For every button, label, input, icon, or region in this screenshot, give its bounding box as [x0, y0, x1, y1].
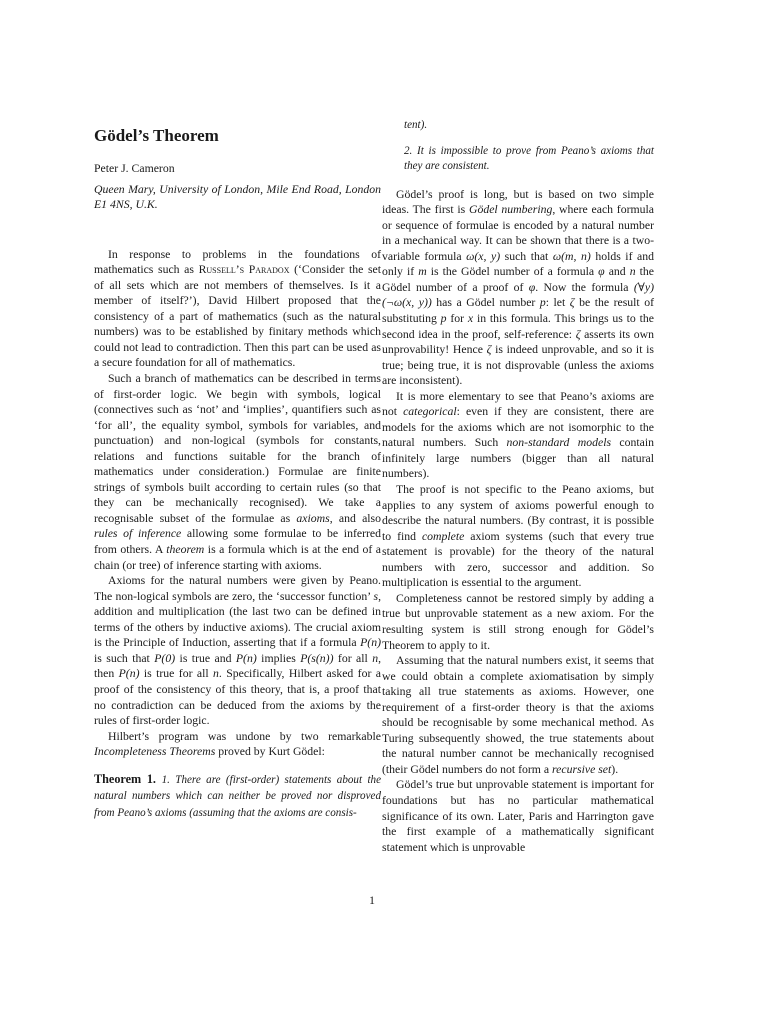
paragraph-first-order-logic: Such a branch of mathematics can be described in terms of first-order logic. We begin with symbols, logical (connectives such as ‘not’ and ‘implies’, quantifiers such as ‘for all’, the equality symbol, symbols for variables, and punctuation) and non-logical (symbols for constants, relations and functions suitable for the branch of mathematics under consideration.) Formulae are finite strings of symbols built according to certain rules (so that they can be mechanically recognised). We take a recognisable subset of the formulae as axioms, and also rules of inference allowing some formulae to be inferred from others. A theorem is a formula which is at the end of a chain (or tree) of inference starting with axioms.: [94, 372, 381, 572]
paragraph-godel-proof: Gödel’s proof is long, but is based on two simple ideas. The first is Gödel numbering, where each formula or sequence of formulae is encoded by a natural number in a mechanical way. It can be shown that there is a two-variable formula ω(x, y) such that ω(m, n) holds if and only if m is the Gödel number of a formula φ and n the Gödel number of a proof of φ. Now the formula (∀y)(¬ω(x, y)) has a Gödel number p: let ζ be the result of substituting p for x in this formula. This brings us to the second idea in the proof, self-reference: ζ asserts its own unprovability! Hence ζ is indeed unprovable, and so it is true; being true, it is not disprovable (unless the axioms are inconsistent).: [382, 187, 655, 388]
left-column: [94, 118, 381, 821]
theorem-item-1: 1. There are (first-order) statements about the natural numbers which can neither be proved nor disproved from Peano’s axioms (assuming that the axioms are consis-: [94, 773, 382, 819]
paragraph-intro: In response to problems in the foundations of mathematics such as Russell’s Paradox (‘Consider the set of all sets which are not members of themselves. Is it a member of itself?’), David Hilbert proposed that the consistency of a part of mathematics (such as the natural numbers) was to be established by finitary methods which could not lead to contradiction. Then this part can be used as a secure foundation for all of mathematics.: [94, 247, 381, 370]
theorem-block: [94, 772, 381, 822]
paragraph-turing: Assuming that the natural numbers exist, it seems that we could obtain a complete axiomatisation by simply taking all true statements as axioms. However, one requirement of a first-order theory is that the axioms should be recognisable by some mechanical method. As Turing subsequently showed, the true statements about the natural number cannot be mechanically recognised (their Gödel numbers do not form a recursive set).: [382, 654, 654, 776]
paragraph-paris-harrington: Gödel’s true but unprovable statement is important for foundations but has no particular mathematical significance of its own. Later, Paris and Harrington gave the first example of a mathematically significant statement which is unprovable: [382, 778, 654, 854]
author-affiliation: Queen Mary, University of London, Mile End Road, London E1 4NS, U.K.: [94, 182, 381, 212]
theorem-item-2: 2. It is impossible to prove from Peano’s axioms that they are consistent.: [404, 144, 654, 173]
author-name: Peter J. Cameron: [94, 162, 175, 175]
paragraph-hilbert-program: Hilbert’s program was undone by two remarkable Incompleteness Theorems proved by Kurt Gödel:: [94, 729, 381, 759]
paper-title: Gödel’s Theorem: [94, 126, 219, 145]
page-number: 1: [369, 893, 375, 907]
header-gap: [94, 213, 381, 247]
theorem-heading: Theorem 1.: [94, 771, 156, 786]
right-column: [382, 118, 654, 855]
paragraph-completeness: Completeness cannot be restored simply by adding a true but unprovable statement as a new axiom. For the resulting system is still strong enough for Gödel’s Theorem to apply to it.: [382, 591, 654, 652]
paragraph-general-systems: The proof is not specific to the Peano axioms, but applies to any system of axioms powerful enough to describe the natural numbers. (By contrast, it is possible to find complete axiom systems (such that every true statement is provable) for the theory of the natural numbers with zero, successor and addition. So multiplication is essential to the argument.: [382, 483, 655, 590]
paragraph-peano-axioms: Axioms for the natural numbers were given by Peano. The non-logical symbols are zero, the ‘successor function’ s, addition and multiplication (the last two can be defined in terms of the others by inductive axioms). The crucial axiom is the Principle of Induction, asserting that if a formula P(n) is such that P(0) is true and P(n) implies P(s(n)) for all n, then P(n) is true for all n. Specifically, Hilbert asked for a proof of the consistency of this theory, that is, a proof that no contradiction can be deduced from the axioms by the rules of first-order logic.: [94, 574, 381, 728]
theorem-item-1-continued: tent).: [404, 119, 428, 131]
paragraph-non-standard-models: It is more elementary to see that Peano’s axioms are not categorical: even if they are consistent, there are models for the axioms which are not isomorphic to the natural numbers. Such non-standard models contain infinitely large numbers (bigger than all natural numbers).: [382, 389, 655, 481]
